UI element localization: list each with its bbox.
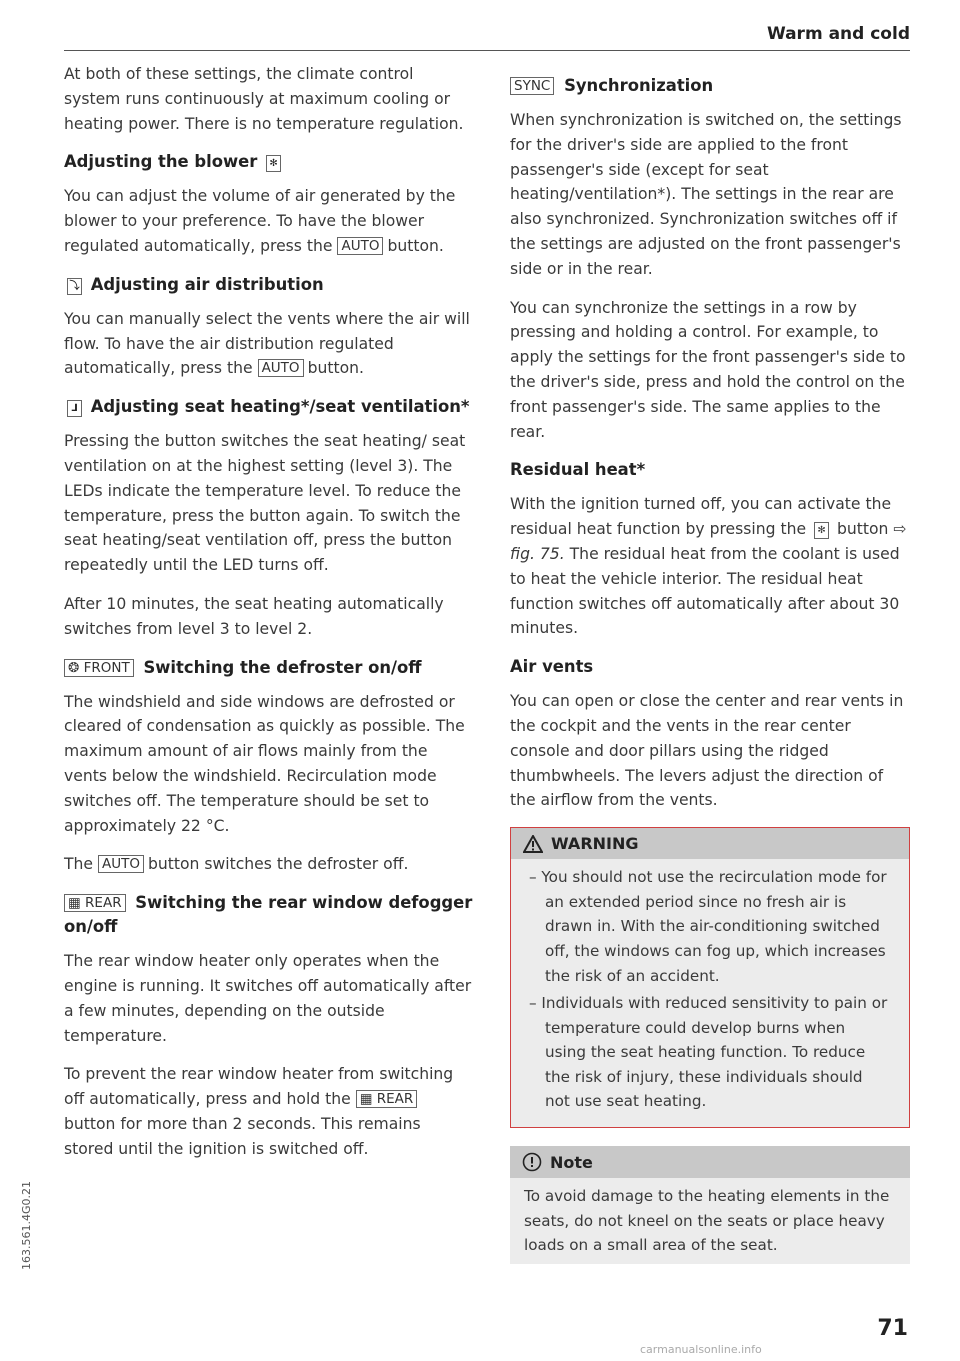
warning-item: – You should not use the recirculation mode for an extended period since no fresh air is drawn in. With the air-conditioning switched off, the windows can fog up, which increases the risk of an accident. bbox=[529, 868, 887, 985]
warning-body bbox=[511, 859, 909, 1127]
rear-key-inline: ▦ REAR bbox=[356, 1090, 418, 1108]
warning-title: WARNING bbox=[551, 834, 639, 854]
air-distribution-paragraph bbox=[64, 307, 474, 381]
seat-heating-heading bbox=[64, 395, 474, 419]
sync-paragraph-2: You can synchronize the settings in a row by pressing and holding a control. For example, to apply the settings for the front passenger's side to the driver's side, press and hold the control on the front passenger's side. The same applies to the rear. bbox=[510, 298, 906, 441]
sync-key: SYNC bbox=[510, 77, 554, 95]
defroster-text-post: button switches the defroster off. bbox=[147, 855, 409, 874]
note-body bbox=[510, 1178, 910, 1264]
seat-paragraph: Pressing the button switches the seat heating/ seat ventilation on at the highest setting (level 3). The LEDs indicate the temperature level. To reduce the temperature, press the button again. To switch the seat heating/seat ventilation off, press the button repeatedly until the LED turns off. bbox=[64, 432, 466, 575]
warning-triangle-icon bbox=[523, 835, 543, 853]
defroster-heading bbox=[64, 656, 474, 680]
defogger-heading-text: Switching the rear window defogger on/off bbox=[64, 893, 473, 937]
defogger-heading bbox=[64, 891, 474, 939]
fan-icon: ✻ bbox=[266, 155, 281, 172]
sync-heading-text: Synchronization bbox=[564, 76, 714, 95]
air-distribution-icon: ⤵ bbox=[67, 278, 82, 295]
watermark: carmanualsonline.info bbox=[640, 1343, 762, 1356]
header-rule bbox=[64, 50, 910, 51]
residual-text-pre: With the ignition turned off, you can activate the residual heat function by pressing the bbox=[510, 495, 892, 539]
rear-key-inline-label: REAR bbox=[376, 1091, 414, 1108]
defogger-paragraph-2 bbox=[64, 1062, 474, 1161]
residual-heat-icon: ✻ bbox=[814, 522, 829, 539]
seat-icon: ⅃ bbox=[67, 400, 82, 417]
note-header bbox=[510, 1146, 910, 1178]
defroster-paragraph-2 bbox=[64, 852, 474, 877]
defroster-heading-text: Switching the defroster on/off bbox=[143, 657, 422, 677]
note-box bbox=[510, 1146, 910, 1264]
blower-paragraph bbox=[64, 184, 474, 258]
right-column bbox=[510, 62, 910, 1264]
running-header: Warm and cold bbox=[766, 24, 910, 44]
air-vents-heading: Air vents bbox=[510, 657, 594, 677]
rear-key: ▦ REAR bbox=[64, 894, 126, 912]
auto-key: AUTO bbox=[98, 855, 144, 873]
warning-item: – Individuals with reduced sensitivity to pain or temperature could develop burns when using the seat heating function. To reduce the risk of injury, these individuals should not use seat heating. bbox=[529, 994, 888, 1111]
front-key-label: FRONT bbox=[83, 659, 130, 676]
auto-key: AUTO bbox=[258, 359, 304, 377]
blower-text-post: button. bbox=[387, 236, 444, 255]
info-circle-icon bbox=[522, 1152, 542, 1172]
blower-text-pre: You can adjust the volume of air generated by the blower to your preference. To have the blower regulated automatically, press the bbox=[64, 187, 456, 255]
sync-paragraph: When synchronization is switched on, the settings for the driver's side are applied to the front passenger's side (except for seat heating/ventilation*). The settings in the rear are also synchronized. Synchronization switches off if the settings are adjusted on the front passenger's side or in the rear. bbox=[510, 111, 902, 278]
blower-heading bbox=[64, 150, 474, 174]
residual-text-post: button bbox=[837, 520, 889, 539]
defogger-paragraph: The rear window heater only operates when the engine is running. It switches off automatically after a few minutes, depending on the outside temperature. bbox=[64, 952, 472, 1045]
warning-box bbox=[510, 827, 910, 1128]
defroster-paragraph: The windshield and side windows are defrosted or cleared of condensation as quickly as possible. The maximum amount of air flows mainly from the vents below the windshield. Recirculation mode switches off. The temperature should be set to approximately 22 °C. bbox=[64, 692, 465, 835]
auto-key: AUTO bbox=[337, 237, 383, 255]
residual-text-tail: The residual heat from the coolant is used to heat the vehicle interior. The residual heat function switches off automatically after about 30 minutes. bbox=[510, 544, 900, 638]
note-text: To avoid damage to the heating elements in the seats, do not kneel on the seats or place heavy loads on a small area of the seat. bbox=[524, 1187, 890, 1255]
intro-paragraph: At both of these settings, the climate control system runs continuously at maximum cooling or heating power. There is no temperature regulation. bbox=[64, 65, 464, 133]
figure-reference[interactable]: ⇨ fig. 75. bbox=[510, 520, 907, 563]
blower-heading-text: Adjusting the blower bbox=[64, 152, 258, 172]
air-text-post: button. bbox=[307, 359, 364, 378]
page-number: 71 bbox=[877, 1316, 908, 1341]
document-code: 163.561.4G0.21 bbox=[20, 1181, 33, 1270]
residual-heat-heading: Residual heat* bbox=[510, 460, 646, 480]
front-key: ❂ FRONT bbox=[64, 659, 134, 677]
residual-heat-paragraph bbox=[510, 492, 910, 641]
left-column bbox=[64, 62, 474, 1176]
warning-header bbox=[511, 828, 909, 859]
defogger-text-post: button for more than 2 seconds. This remains stored until the ignition is switched off. bbox=[64, 1114, 421, 1158]
note-title: Note bbox=[550, 1152, 593, 1172]
defogger-text-pre: To prevent the rear window heater from switching off automatically, press and hold the bbox=[64, 1065, 454, 1109]
air-vents-paragraph: You can open or close the center and rear vents in the cockpit and the vents in the rear center console and door pillars using the ridged thumbwheels. The levers adjust the direction of the airflow from the vents. bbox=[510, 692, 904, 810]
air-distribution-heading bbox=[64, 273, 474, 297]
seat-paragraph-2: After 10 minutes, the seat heating automatically switches from level 3 to level 2. bbox=[64, 594, 444, 638]
air-text-pre: You can manually select the vents where the air will flow. To have the air distribution regulated automatically, press the bbox=[64, 309, 470, 378]
sync-heading bbox=[510, 74, 910, 98]
defroster-text-pre: The bbox=[64, 855, 94, 874]
seat-heading-text: Adjusting seat heating*/seat ventilation* bbox=[90, 397, 470, 417]
air-distribution-heading-text: Adjusting air distribution bbox=[90, 274, 324, 294]
rear-key-label: REAR bbox=[85, 895, 122, 912]
